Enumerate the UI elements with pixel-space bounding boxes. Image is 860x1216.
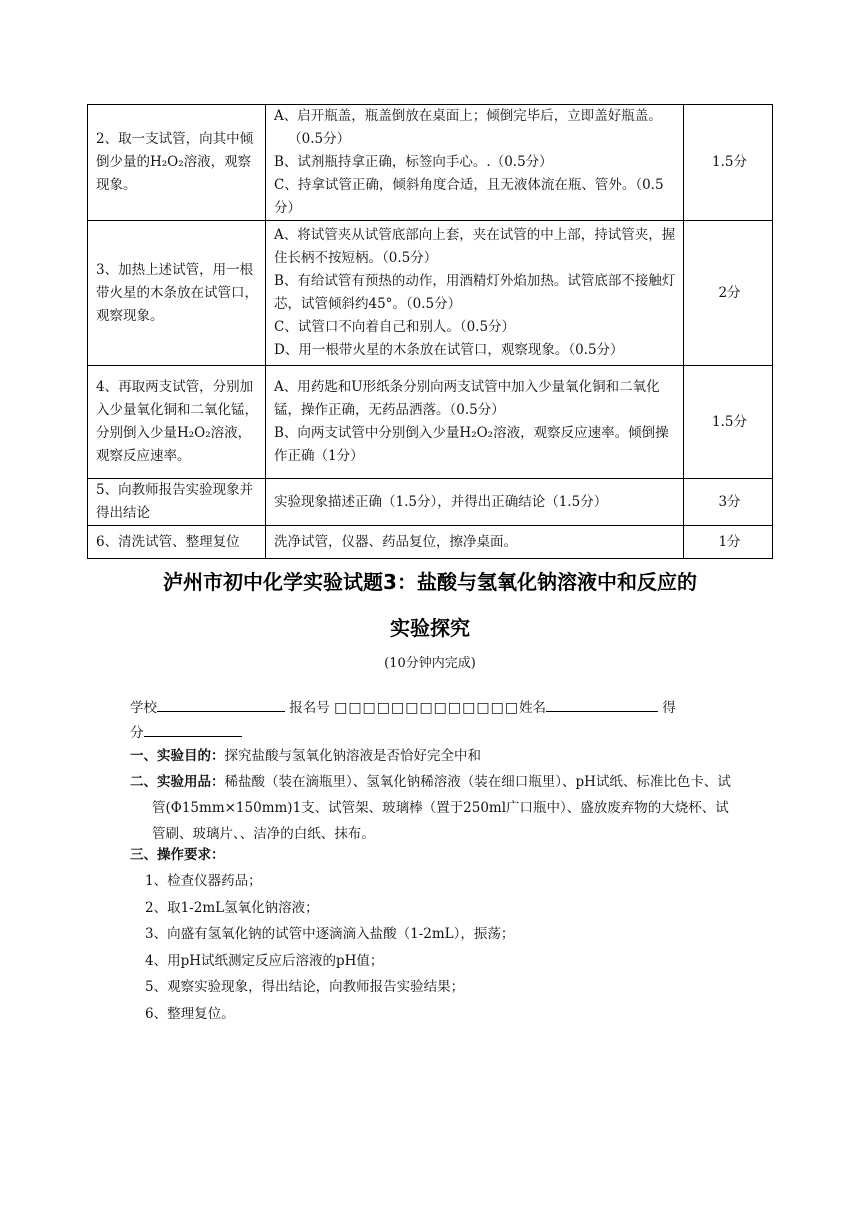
list-item: 6、整理复位。 <box>145 1005 235 1022</box>
school-field[interactable] <box>157 696 285 712</box>
table-row <box>88 526 773 559</box>
table-row <box>88 221 773 366</box>
table-row <box>88 105 773 221</box>
list-item: 4、用pH试纸测定反应后溶液的pH值； <box>145 952 384 969</box>
step-cell: 3、加热上述试管，用一根带火星的木条放在试管口，观察现象。 <box>88 221 266 366</box>
criterion-item: D、用一根带火星的木条放在试管口，观察现象。（0.5分） <box>274 342 624 358</box>
criterion-item: A、启开瓶盖，瓶盖倒放在桌面上；倾倒完毕后，立即盖好瓶盖。（0.5分） <box>274 108 662 147</box>
time-note: (10分钟内完成) <box>384 656 476 671</box>
list-item: 2、取1-2mL氢氧化钠溶液； <box>145 899 319 916</box>
criteria-cell: 实验现象描述正确（1.5分），并得出正确结论（1.5分） <box>266 479 684 526</box>
form-line <box>130 721 242 744</box>
criterion-item: A、用药匙和U形纸条分别向两支试管中加入少量氧化铜和二氧化锰，操作正确，无药品洒落。（0.5分） <box>274 379 660 418</box>
step-cell: 4、再取两支试管，分别加入少量氧化铜和二氧化锰，分别倒入少量H₂O₂溶液，观察反应速率。 <box>88 366 266 479</box>
requirements-heading <box>130 842 225 868</box>
criteria-cell <box>266 105 684 221</box>
section-heading: 二、实验用品： <box>130 774 225 790</box>
requirements-list <box>145 868 514 1027</box>
criterion-item: B、试剂瓶持拿正确，标签向手心。.（0.5分） <box>274 154 553 170</box>
name-field[interactable] <box>546 696 658 712</box>
score-field[interactable] <box>144 721 242 737</box>
score-cell: 1分 <box>684 526 773 559</box>
criteria-cell <box>266 366 684 479</box>
section-text: 探究盐酸与氢氧化钠溶液是否恰好完全中和 <box>224 748 481 764</box>
criteria-cell <box>266 221 684 366</box>
name-label: 姓名 <box>519 700 547 716</box>
form-line <box>130 696 676 719</box>
table-row <box>88 366 773 479</box>
document-title: 泸州市初中化学实验试题3：盐酸与氢氧化钠溶液中和反应的 <box>163 570 697 594</box>
criterion-item: C、试管口不向着自己和别人。（0.5分） <box>274 319 516 335</box>
criterion-item: C、持拿试管正确，倾斜角度合适，且无液体流在瓶、管外。（0.5分） <box>274 177 664 216</box>
registration-label: 报名号 <box>289 700 330 716</box>
list-item: 3、向盛有氢氧化钠的试管中逐滴滴入盐酸（1-2mL），振荡； <box>145 926 515 942</box>
score-label-cont: 分 <box>130 725 144 741</box>
section-heading: 一、实验目的： <box>130 748 225 764</box>
score-label: 得 <box>662 700 676 716</box>
document-title-continued: 实验探究 <box>390 616 470 640</box>
table-row <box>88 479 773 526</box>
section-heading: 三、操作要求： <box>130 847 225 863</box>
section-text: 稀盐酸（装在滴瓶里）、氢氧化钠稀溶液（装在细口瓶里）、pH试纸、标准比色卡、试管(Φ15mm×150mm)1支、试管架、玻璃棒（置于250ml广口瓶中）、盛放废弃物的大烧杯、试管刷、玻璃片、、洁净的白纸、抹布。 <box>152 774 731 842</box>
criterion-item: A、将试管夹从试管底部向上套，夹在试管的中上部，持试管夹，握住长柄不按短柄。（0.5分） <box>274 227 676 266</box>
criteria-cell: 洗净试管，仪器、药品复位，擦净桌面。 <box>266 526 684 559</box>
registration-boxes[interactable]: □□□□□□□□□□□□□ <box>334 700 520 716</box>
purpose-section <box>130 743 481 769</box>
step-cell: 6、清洗试管、整理复位 <box>88 526 266 559</box>
list-item: 1、检查仪器药品； <box>145 873 262 889</box>
score-cell: 3分 <box>684 479 773 526</box>
step-cell: 5、向教师报告实验现象并得出结论 <box>88 479 266 526</box>
school-label: 学校 <box>130 700 157 716</box>
materials-section <box>130 769 735 847</box>
step-cell: 2、取一支试管，向其中倾倒少量的H₂O₂溶液，观察现象。 <box>88 105 266 221</box>
score-cell: 1.5分 <box>684 105 773 221</box>
scoring-table <box>87 104 773 559</box>
criterion-item: B、有给试管有预热的动作，用酒精灯外焰加热。试管底部不接触灯芯，试管倾斜约45°。（0.5分） <box>274 273 676 312</box>
criterion-item: B、向两支试管中分别倒入少量H₂O₂溶液，观察反应速率。倾倒操作正确（1分） <box>274 425 669 464</box>
score-cell: 2分 <box>684 221 773 366</box>
list-item: 5、观察实验现象，得出结论，向教师报告实验结果； <box>145 979 465 995</box>
score-cell: 1.5分 <box>684 366 773 479</box>
